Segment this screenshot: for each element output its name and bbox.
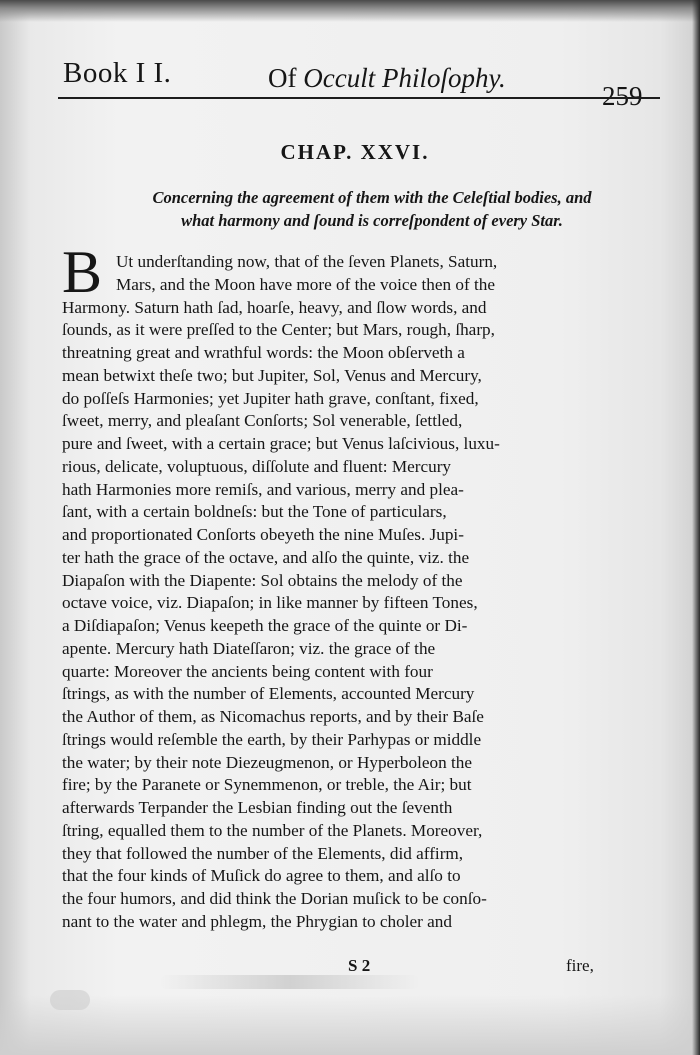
chapter-heading: CHAP. XXVI. (280, 140, 430, 164)
body-line: ſtrings, as with the number of Elements, accounted Mercury (62, 684, 475, 704)
body-line: that the four kinds of Muſick do agree to them, and alſo to (62, 866, 461, 886)
body-line: the Author of them, as Nicomachus reports, and by their Baſe (62, 707, 484, 726)
book-label: Book I I. (63, 57, 172, 89)
body-line: ſweet, merry, and pleaſant Conſorts; Sol venerable, ſettled, (62, 411, 463, 431)
body-line: afterwards Terpander the Lesbian finding out the ſeventh (62, 798, 453, 817)
running-title-of: Of (268, 63, 297, 93)
chapter-subtitle (62, 186, 682, 232)
body-line: fire; by the Paranete or Synemmenon, or treble, the Air; but (62, 775, 472, 795)
header-rule (58, 97, 660, 99)
running-title-rest: Occult Philoſophy. (303, 63, 506, 93)
body-text (62, 251, 600, 934)
body-line: and proportionated Conſorts obeyeth the nine Muſes. Jupi- (62, 525, 464, 544)
body-line: ſant, with a certain boldneſs: but the Tone of particulars, (62, 502, 447, 522)
page-number: 259 (602, 81, 643, 111)
drop-cap: B (62, 239, 103, 305)
body-line: ſtring, equalled them to the number of the Planets. Moreover, (62, 820, 483, 840)
body-line: Mars, and the Moon have more of the voice then of the (116, 274, 495, 294)
body-line: hath Harmonies more remiſs, and various, merry and plea- (62, 479, 464, 499)
catchword: fire, (566, 956, 594, 975)
body-line: quarte: Moreover the ancients being content with four (62, 661, 433, 681)
signature-mark: S 2 (348, 956, 371, 975)
body-line: ſounds, as it were preſſed to the Center; but Mars, rough, ſharp, (62, 320, 495, 340)
subtitle-line: what harmony and ſound is correſpondent of every Star. (181, 211, 563, 230)
body-line: the four humors, and did think the Dorian muſick to be conſo- (62, 889, 487, 908)
body-line: they that followed the number of the Elements, did affirm, (62, 843, 464, 863)
bottom-page-shadow (0, 995, 700, 1055)
body-line: threatning great and wrathful words: the Moon obſerveth a (62, 343, 465, 362)
body-line: mean betwixt theſe two; but Jupiter, Sol, Venus and Mercury, (62, 365, 482, 385)
right-page-edge (692, 0, 700, 1055)
body-line: ſtrings would reſemble the earth, by their Parhypas or middle (62, 729, 482, 749)
body-line: the water; by their note Diezeugmenon, or Hyperboleon the (62, 752, 472, 772)
body-line: nant to the water and phlegm, the Phrygian to choler and (62, 911, 452, 931)
body-line: do poſſeſs Harmonies; yet Jupiter hath grave, conſtant, fixed, (62, 388, 479, 408)
bleed-through-smudge (160, 975, 420, 989)
body-line: Ut underſtanding now, that of the ſeven Planets, Saturn, (116, 252, 498, 271)
top-page-shadow (0, 0, 700, 22)
body-line: rious, delicate, voluptuous, diſſolute and fluent: Mercury (62, 456, 452, 476)
body-line: apente. Mercury hath Diateſſaron; viz. the grace of the (62, 638, 436, 658)
body-line: pure and ſweet, with a certain grace; but Venus laſcivious, luxu- (62, 434, 500, 453)
body-line: Diapaſon with the Diapente: Sol obtains the melody of the (62, 570, 463, 590)
body-line: Harmony. Saturn hath ſad, hoarſe, heavy, and ſlow words, and (62, 297, 487, 317)
running-header (60, 55, 680, 111)
body-line: a Diſdiapaſon; Venus keepeth the grace of the quinte or Di- (62, 616, 468, 635)
running-title (268, 63, 506, 94)
subtitle-line: Concerning the agreement of them with the Celeſtial bodies, and (152, 188, 592, 207)
body-line: octave voice, viz. Diapaſon; in like manner by fifteen Tones, (62, 593, 478, 613)
body-line: ter hath the grace of the octave, and alſo the quinte, viz. the (62, 547, 470, 567)
